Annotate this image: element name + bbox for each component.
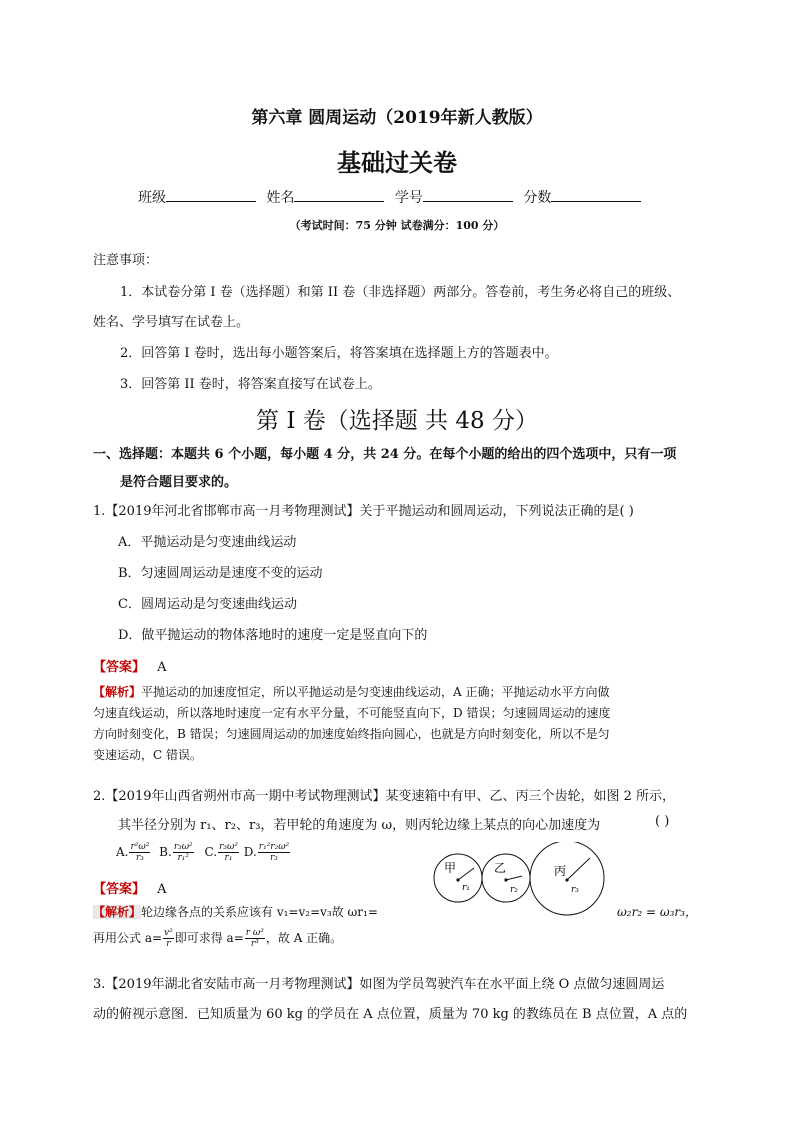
q1-analysis [93, 682, 610, 766]
q2-option-b[interactable]: B. $\frac{\text{r₃ω²}}{\text{r₁²}}$ [159, 842, 193, 863]
field-id-label: 学号 [394, 190, 423, 206]
section-instructions-b: 是符合题目要求的。 [120, 475, 238, 490]
q3-line-1: 3.【2019年湖北省安陆市高一月考物理测试】如图为学员驾驶汽车在水平面上绕 O 点做匀速圆周运 [93, 977, 665, 992]
q1-option-a[interactable]: A．平抛运动是匀变速曲线运动 [118, 535, 297, 550]
q1-analysis-line: 方向时刻变化，B 错误；匀速圆周运动的加速度始终指向圆心，也就是方向时刻变化，所以不是匀 [93, 727, 610, 741]
q2-option-c[interactable]: C. $\frac{\text{r₃ω²}}{\text{r₁}}$ [204, 842, 238, 863]
exam-info: （考试时间：75 分钟 试卷满分：100 分） [289, 219, 505, 232]
q1-answer: A [157, 660, 167, 675]
chapter-title: 第六章 圆周运动（2019年新人教版） [251, 108, 543, 128]
radius-label-r1: r₁ [462, 883, 470, 893]
radius-label-r2: r₂ [510, 885, 518, 895]
field-id-blank[interactable] [423, 189, 513, 202]
field-score-blank[interactable] [551, 189, 641, 202]
q2-analysis-label: 【解析】 [93, 905, 142, 919]
notes-heading: 注意事项： [93, 253, 159, 268]
field-score-label: 分数 [523, 190, 552, 206]
field-name-label: 姓名 [266, 190, 295, 206]
q1-analysis-line: 匀速直线运动，所以落地时速度一定有水平分量，不可能竖直向下，D 错误；匀速圆周运动的速度 [93, 706, 611, 720]
q1-analysis-label: 【解析】 [93, 685, 142, 699]
q2-answer: A [157, 882, 167, 897]
gear-label-bing: 丙 [554, 864, 567, 878]
q3-line-2: 动的俯视示意图．已知质量为 60 kg 的学员在 A 点位置，质量为 70 kg 的教练员在 B 点位置，A 点的 [93, 1007, 688, 1022]
q1-option-c[interactable]: C．圆周运动是匀变速曲线运动 [118, 597, 297, 612]
q2-analysis-text: 轮边缘各点的关系应该有 v₁=v₂=v₃故 ωr₁= [141, 905, 378, 919]
q1-analysis-line: 变速运动，C 错误。 [93, 748, 202, 762]
q2-analysis-a [93, 903, 378, 920]
section-instructions-a: 一、选择题：本题共 6 个小题，每小题 4 分，共 24 分。在每个小题的给出的四个选项中，只有一项 [93, 447, 677, 462]
paper-title: 基础过关卷 [337, 148, 457, 177]
q1-option-d[interactable]: D．做平抛运动的物体落地时的速度一定是竖直向下的 [118, 628, 428, 643]
q2-stem-b: 其半径分别为 r₁、r₂、r₃，若甲轮的角速度为 ω，则丙轮边缘上某点的向心加速度为 [118, 818, 601, 833]
field-class-label: 班级 [138, 190, 166, 206]
note-3: 3．回答第 II 卷时，将答案直接写在试卷上。 [120, 377, 381, 392]
q1-option-b[interactable]: B．匀速圆周运动是速度不变的运动 [118, 566, 323, 581]
q2-answer-label: 【答案】 [93, 882, 146, 897]
info-fields [138, 187, 641, 207]
note-1b: 姓名、学号填写在试卷上。 [93, 315, 250, 330]
q1-answer-row [93, 656, 167, 675]
q2-analysis-right: ω₂r₂ = ω₃r₃， [617, 905, 697, 919]
q1-stem: 1.【2019年河北省邯郸市高一月考物理测试】关于平抛运动和圆周运动，下列说法正确的是( ) [93, 504, 634, 519]
section-title: 第 I 卷（选择题 共 48 分） [256, 408, 538, 434]
radius-label-r3: r₃ [571, 885, 579, 895]
gear-label-yi: 乙 [494, 861, 507, 875]
note-2: 2．回答第 I 卷时，选出每小题答案后，将答案填在选择题上方的答题表中。 [120, 346, 558, 361]
q2-stem-a: 2.【2019年山西省朔州市高一期中考试物理测试】某变速箱中有甲、乙、丙三个齿轮，如图 2 所示， [93, 789, 676, 804]
q2-analysis-b: 再用公式 a= $\frac{\text{v²}}{r}$ 即可求得 a= $\frac{\text{r ω²}}{\text{r³}}$ ，故 A 正确。 [93, 928, 343, 949]
q1-answer-label: 【答案】 [93, 660, 146, 675]
gear-jia [434, 854, 482, 902]
q2-paren: ( ) [655, 814, 670, 829]
q2-option-a[interactable]: A. $\frac{\text{r²ω²}}{\text{r₃}}$ [116, 842, 150, 863]
q2-option-d[interactable]: D. $\frac{\text{r₁²r₂ω²}}{\text{r₃}}$ [243, 842, 290, 863]
q1-analysis-line: 平抛运动的加速度恒定，所以平抛运动是匀变速曲线运动，A 正确；平抛运动水平方向做 [141, 685, 610, 699]
q2-options [116, 842, 291, 863]
gear-label-jia: 甲 [444, 861, 457, 875]
q2-answer-row [93, 878, 167, 897]
field-class-blank[interactable] [166, 189, 256, 202]
field-name-blank[interactable] [294, 189, 384, 202]
note-1a: 1．本试卷分第 I 卷（选择题）和第 II 卷（非选择题）两部分。答卷前，考生务必将自己的班级、 [120, 285, 681, 300]
